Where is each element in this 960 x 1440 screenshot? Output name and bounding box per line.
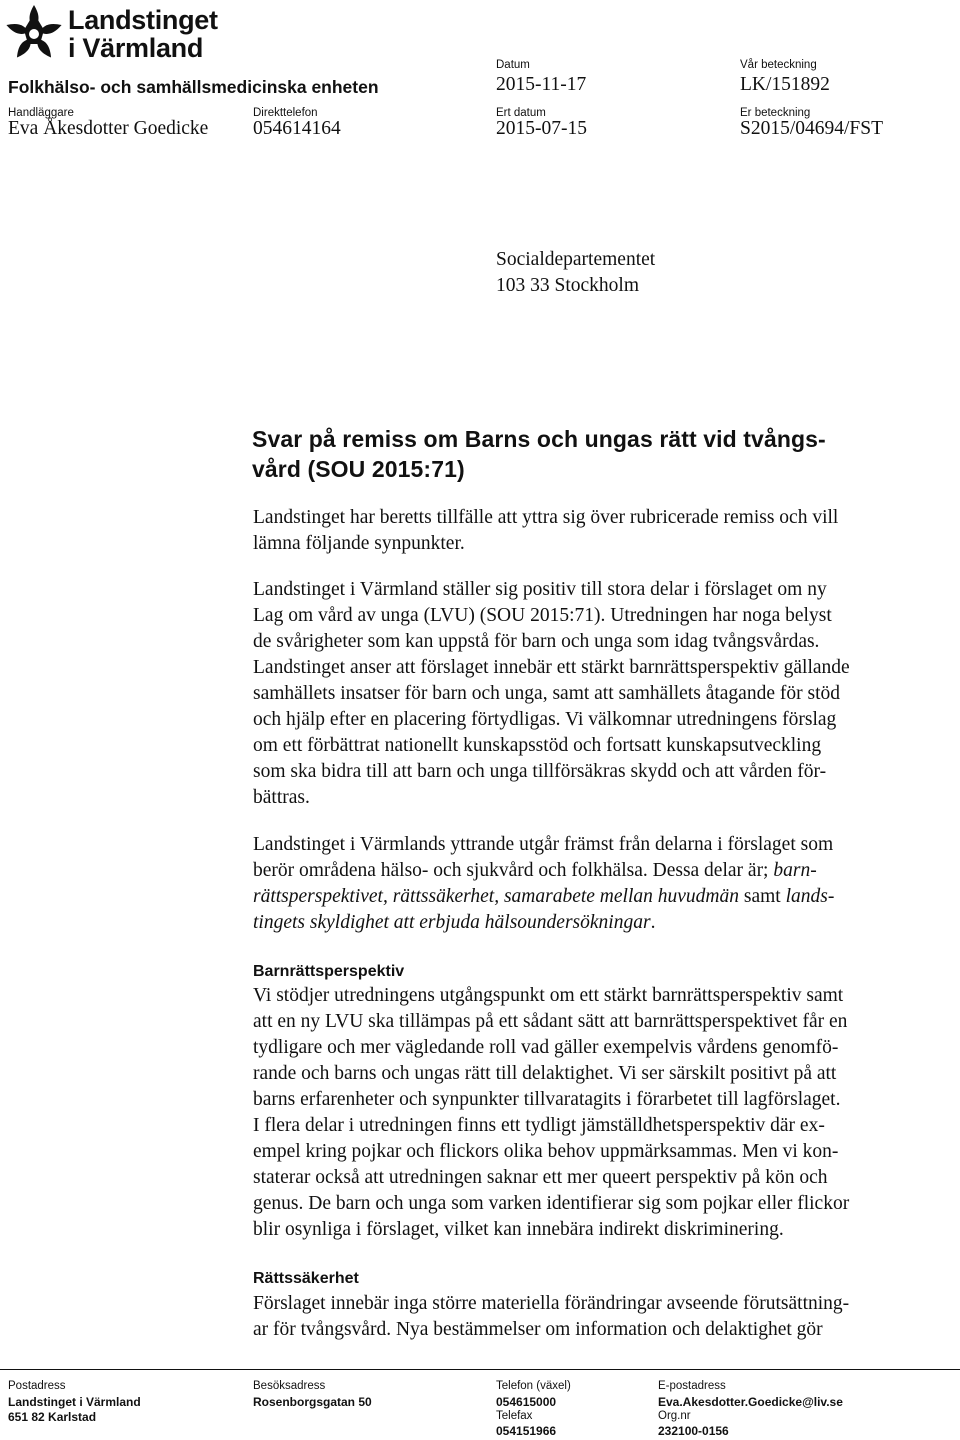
flower-logo-icon [4,3,64,65]
section-heading-barnrattsperspektiv: Barnrättsperspektiv [253,963,405,980]
section-heading-rattssakerhet: Rättssäkerhet [253,1270,359,1287]
section-rattssakerhet-body [253,1291,943,1343]
telefax-label: Telefax [496,1410,533,1422]
document-title-line1: Svar på remiss om Barns och ungas rätt vid tvångs- [252,426,826,452]
handlaggare-value: Eva Åkesdotter Goedicke [8,118,209,139]
text-line: lämna följande synpunkter. [253,533,465,554]
text-line: barns erfarenheter och synpunkter tillvaratagits i förarbetet till lagförslaget. [253,1089,841,1110]
unit-name: Folkhälso- och samhällsmedicinska enheten [8,77,379,97]
text-segment: samt [739,886,786,907]
intro-paragraph [253,505,943,557]
text-segment: . [650,912,656,933]
er-beteckning-label: Er beteckning [740,107,811,119]
italic-segment: lands- [785,886,835,907]
direkttelefon-value: 054614164 [253,118,341,139]
text-line: empel kring pojkar och flickors olika behov uppmärksammas. Men vi kon- [253,1141,839,1162]
footer-divider [0,1369,960,1370]
orgnr-label: Org.nr [658,1410,691,1422]
logo-line2: i Värmland [68,33,204,63]
besoksadress-label: Besöksadress [253,1380,326,1392]
postadress-line1: Landstinget i Värmland [8,1395,141,1409]
text-line: I flera delar i utredningen finns ett tydligt jämställdhetsperspektiv där ex- [253,1115,825,1136]
telefon-value: 054615000 [496,1395,557,1409]
text-line: ar för tvångsvård. Nya bestämmelser om information och delaktighet gör [253,1319,823,1340]
text-line: genus. De barn och unga som varken identifierar sig som pojkar eller flickor [253,1193,850,1214]
logo-line1: Landstinget [68,5,218,35]
orgnr-value: 232100-0156 [658,1424,729,1438]
var-beteckning-value: LK/151892 [740,74,830,95]
text-line: Landstinget i Värmlands yttrande utgår främst från delarna i förslaget som [253,834,834,855]
paragraph-lvu [253,577,943,811]
text-line: Landstinget anser att förslaget innebär ett stärkt barnrättsperspektiv gällande [253,657,850,678]
italic-segment: barn- [773,860,817,881]
text-line: Förslaget innebär inga större materiella förändringar avseende förutsättning- [253,1293,850,1314]
epost-value[interactable]: Eva.Akesdotter.Goedicke@liv.se [658,1395,843,1409]
handlaggare-label: Handläggare [8,107,74,119]
document-title-line2: vård (SOU 2015:71) [252,456,465,482]
text-line: att en ny LVU ska tillämpas på ett sådant sätt att barnrättsperspektivet får en [253,1011,848,1032]
text-line [253,910,943,936]
text-line: Landstinget har beretts tillfälle att yttra sig över rubricerade remiss och vill [253,507,839,528]
datum-value: 2015-11-17 [496,74,587,95]
ert-datum-label: Ert datum [496,107,546,119]
paragraph-focus-areas [253,832,943,936]
postadress-line2: 651 82 Karlstad [8,1410,97,1424]
text-line: som ska bidra till att barn och unga tillförsäkras skydd och att vården för- [253,761,827,782]
text-line: om ett förbättrat nationellt kunskapsstöd och fortsatt kunskapsutveckling [253,735,822,756]
text-line: samhällets insatser för barn och unga, samt att samhällets åtagande för stöd [253,683,840,704]
text-line: rande och barns och ungas rätt till delaktighet. Vi ser särskilt positivt på att [253,1063,837,1084]
section-barnrattsperspektiv-body [253,983,943,1243]
telefax-value: 054151966 [496,1424,557,1438]
text-line: tydligare och mer vägledande roll vad gäller exempelvis vårdens genomfö- [253,1037,839,1058]
besoksadress-value: Rosenborgsgatan 50 [253,1395,372,1409]
er-beteckning-value: S2015/04694/FST [740,118,884,139]
telefon-label: Telefon (växel) [496,1380,571,1392]
var-beteckning-label: Vår beteckning [740,59,817,71]
recipient-line2: 103 33 Stockholm [496,275,640,296]
italic-segment: rättsperspektivet, rättssäkerhet, samarabete mellan huvudmän [253,886,739,907]
datum-label: Datum [496,59,530,71]
text-line [253,858,943,884]
text-line: Landstinget i Värmland ställer sig positiv till stora delar i förslaget om ny [253,579,827,600]
text-segment: berör områdena hälso- och sjukvård och folkhälsa. Dessa delar är; [253,860,774,881]
text-line: bättras. [253,787,310,808]
direkttelefon-label: Direkttelefon [253,107,318,119]
epost-label: E-postadress [658,1380,726,1392]
text-line: Vi stödjer utredningens utgångspunkt om ett stärkt barnrättsperspektiv samt [253,985,844,1006]
text-line: de svårigheter som kan uppstå för barn och unga som idag tvångsvårdas. [253,631,820,652]
postadress-label: Postadress [8,1380,66,1392]
landstinget-logo [4,3,224,65]
ert-datum-value: 2015-07-15 [496,118,587,139]
recipient-line1: Socialdepartementet [496,249,656,270]
text-line [253,884,943,910]
italic-segment: tingets skyldighet att erbjuda hälsoundersökningar [253,912,651,933]
text-line: Lag om vård av unga (LVU) (SOU 2015:71). Utredningen har noga belyst [253,605,832,626]
text-line: staterar också att utredningen saknar ett mer queert perspektiv på kön och [253,1167,828,1188]
text-line: blir osynliga i förslaget, vilket kan innebära indirekt diskriminering. [253,1219,784,1240]
text-line: och hjälp efter en placering förtydligas. Vi välkomnar utredningens förslag [253,709,837,730]
